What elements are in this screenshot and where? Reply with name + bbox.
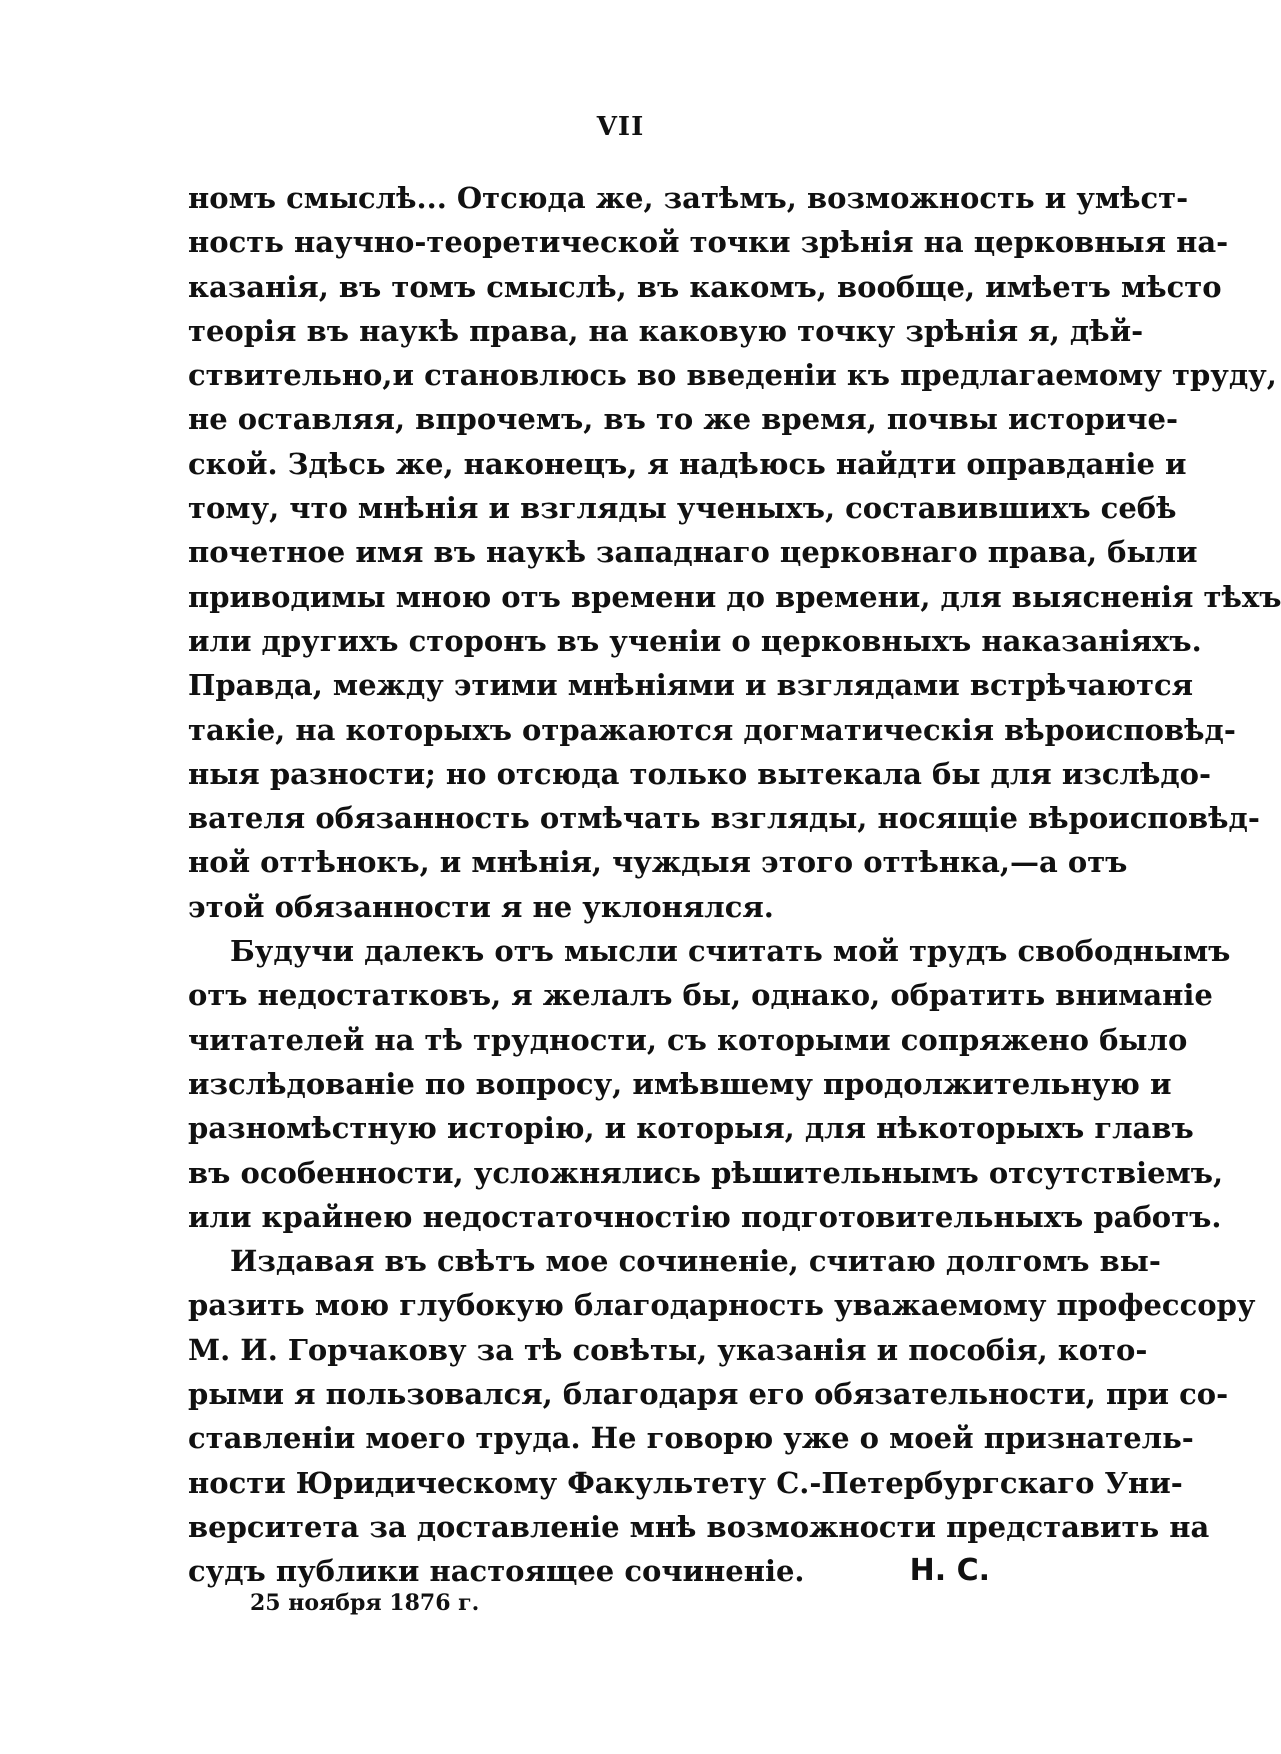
text-line: приводимы мною отъ времени до времени, для выясненія тѣхъ (188, 579, 1281, 614)
text-line: М. И. Горчакову за тѣ совѣты, указанія и пособія, кото- (188, 1332, 1148, 1367)
text-line: этой обязанности я не уклонялся. (188, 889, 774, 924)
text-line: или крайнею недостаточностію подготовительныхъ работъ. (188, 1199, 1222, 1234)
text-line: ныя разности; но отсюда только вытекала бы для изслѣдо- (188, 756, 1212, 791)
text-line: или другихъ сторонъ въ ученіи о церковныхъ наказаніяхъ. (188, 623, 1202, 658)
text-line: почетное имя въ наукѣ западнаго церковнаго права, были (188, 535, 1198, 570)
text-line: ской. Здѣсь же, наконецъ, я надѣюсь найдти оправданіе и (188, 446, 1187, 481)
text-line: Правда, между этими мнѣніями и взглядами встрѣчаются (188, 668, 1194, 703)
text-line: не оставляя, впрочемъ, въ то же время, почвы историче- (188, 402, 1178, 437)
text-line: Будучи далекъ отъ мысли считать мой трудъ свободнымъ (230, 934, 1231, 969)
text-line: въ особенности, усложнялись рѣшительнымъ отсутствіемъ, (188, 1155, 1224, 1190)
text-line: ставленіи моего труда. Не говорю уже о моей признатель- (188, 1421, 1194, 1456)
text-line: отъ недостатковъ, я желалъ бы, однако, обратить вниманіе (188, 978, 1213, 1013)
text-line: разномѣстную исторію, и которыя, для нѣкоторыхъ главъ (188, 1111, 1194, 1146)
text-line: Издавая въ свѣтъ мое сочиненіе, считаю долгомъ вы- (230, 1244, 1161, 1279)
text-line: теорія въ наукѣ права, на каковую точку зрѣнія я, дѣй- (188, 313, 1144, 348)
text-line: казанія, въ томъ смыслѣ, въ какомъ, вообще, имѣетъ мѣсто (188, 269, 1222, 304)
text-line: такіе, на которыхъ отражаются догматическія вѣроисповѣд- (188, 712, 1236, 747)
text-line: ность научно-теоретической точки зрѣнія на церковныя на- (188, 225, 1229, 260)
text-line: номъ смыслѣ... Отсюда же, затѣмъ, возможность и умѣст- (188, 181, 1189, 215)
page-number: VII (596, 112, 645, 142)
text-line: верситета за доставленіе мнѣ возможности представить на (188, 1509, 1210, 1544)
text-line: судъ публики настоящее сочиненіе. (188, 1554, 805, 1589)
text-line: тому, что мнѣнія и взгляды ученыхъ, составившихъ себѣ (188, 491, 1177, 526)
text-line: ной оттѣнокъ, и мнѣнія, чуждыя этого оттѣнка,—а отъ (188, 845, 1128, 880)
text-line: разить мою глубокую благодарность уважаемому профессору (188, 1288, 1256, 1323)
final-line (188, 1549, 1066, 1593)
date-line: 25 ноября 1876 г. (250, 1590, 480, 1616)
text-line: вателя обязанность отмѣчать взгляды, носящіе вѣроисповѣд- (188, 801, 1260, 836)
author-initials: Н. С. (909, 1553, 990, 1589)
text-line: ствительно,и становлюсь во введеніи къ предлагаемому труду, (188, 358, 1277, 393)
text-line: читателей на тѣ трудности, съ которыми сопряжено было (188, 1022, 1188, 1057)
text-line: рыми я пользовался, благодаря его обязательности, при со- (188, 1377, 1229, 1412)
body-text (188, 176, 1281, 1594)
text-line: ности Юридическому Факультету С.-Петербургскаго Уни- (188, 1465, 1183, 1500)
text-line: изслѣдованіе по вопросу, имѣвшему продолжительную и (188, 1066, 1172, 1101)
